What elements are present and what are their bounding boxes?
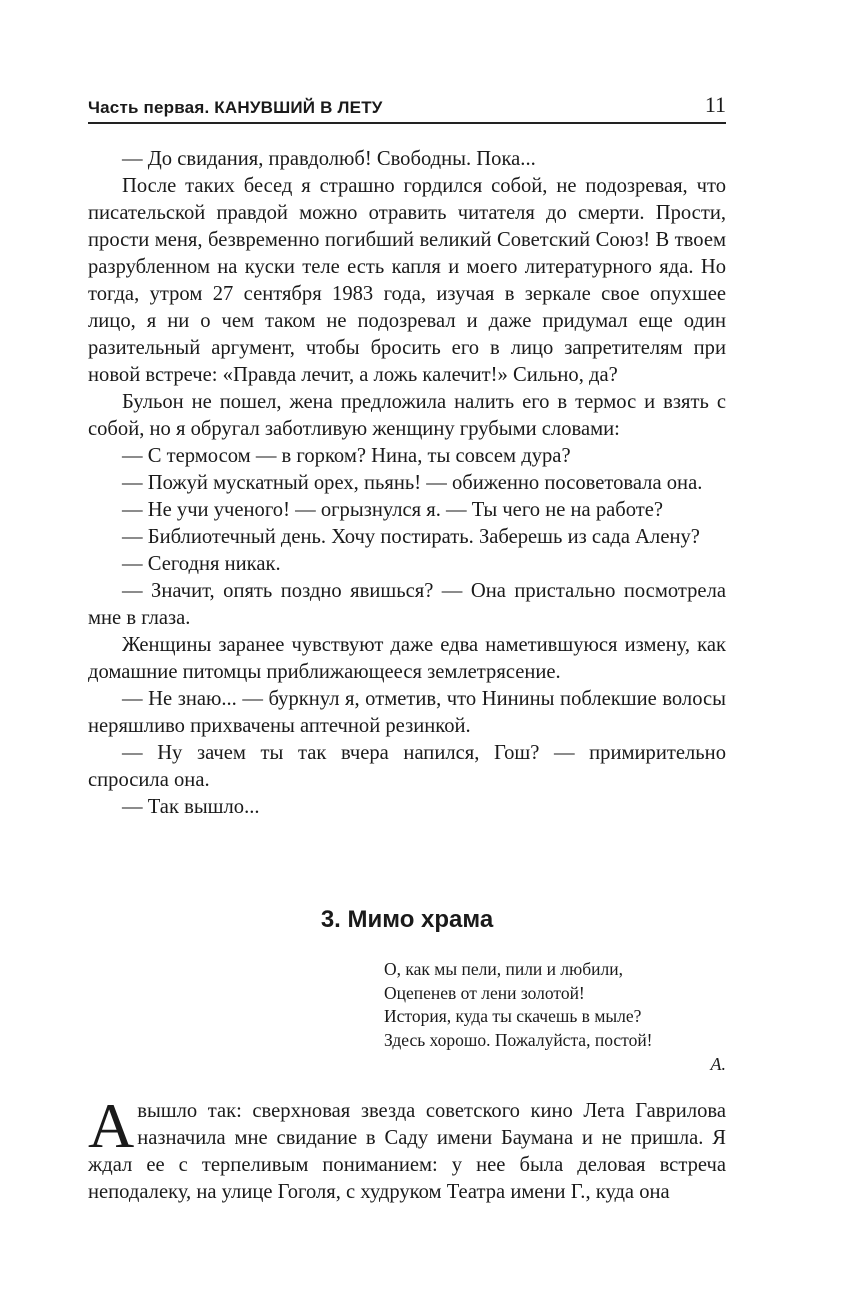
epigraph xyxy=(384,958,724,1052)
chapter-title: 3. Мимо храма xyxy=(320,906,494,933)
chapter-opening xyxy=(88,1090,726,1206)
paragraph: — Не учи ученого! — огрызнулся я. — Ты чего не на работе? xyxy=(122,499,664,521)
paragraph: — Библиотечный день. Хочу постирать. Заберешь из сада Алену? xyxy=(122,526,700,548)
paragraph: — Ну зачем ты так вчера напился, Гош? — примирительно спросила она. xyxy=(88,742,726,791)
paragraph: — Не знаю... — буркнул я, отметив, что Нинины поблекшие волосы неряшливо прихвачены аптечной резинкой. xyxy=(88,688,726,737)
running-header xyxy=(88,88,726,124)
running-title: Часть первая. КАНУВШИЙ В ЛЕТУ xyxy=(88,98,383,117)
opening-paragraph xyxy=(88,1090,726,1206)
body-text xyxy=(88,146,726,821)
epigraph-author: А. xyxy=(710,1054,726,1074)
paragraph: После таких бесед я страшно гордился собой, не подозревая, что писательской правдой можно отравить читателя до смерти. Прости, прости меня, безвременно погибший великий Советский Союз! В твоем разрубленном на куски теле есть капля и моего литературного яда. Но тогда, утром 27 сентября 1983 года, изучая в зеркале свое опухшее лицо, я ни о чем таком не подозревал и даже придумал еще один разительный аргумент, чтобы бросить его в лицо запретителям при новой встрече: «Правда лечит, а ложь калечит!» Сильно, да? xyxy=(88,175,726,386)
drop-cap: А xyxy=(88,1090,135,1161)
epigraph-line: О, как мы пели, пили и любили, xyxy=(384,959,623,979)
paragraph: Бульон не пошел, жена предложила налить его в термос и взять с собой, но я обругал заботливую женщину грубыми словами: xyxy=(88,391,726,440)
page-number: 11 xyxy=(704,92,726,117)
paragraph: Женщины заранее чувствуют даже едва наметившуюся измену, как домашние питомцы приближающееся землетрясение. xyxy=(88,634,726,683)
paragraph: — С термосом — в горком? Нина, ты совсем дура? xyxy=(122,445,571,467)
paragraph: — До свидания, правдолюб! Свободны. Пока... xyxy=(122,148,536,170)
paragraph: — Пожуй мускатный орех, пьянь! — обиженно посоветовала она. xyxy=(122,472,703,494)
epigraph-line: История, куда ты скачешь в мыле? xyxy=(384,1006,642,1026)
paragraph: — Сегодня никак. xyxy=(122,553,281,575)
epigraph-line: Здесь хорошо. Пожалуйста, постой! xyxy=(384,1029,653,1050)
opening-text: вышло так: сверхновая звезда советского кино Лета Гаврилова назначила мне свидание в Саду имени Баумана и не пришла. Я ждал ее с терпеливым пониманием: у нее была деловая встреча неподалеку, на улице Гоголя, с худруком Театра имени Г., куда она xyxy=(88,1100,726,1203)
paragraph: — Значит, опять поздно явишься? — Она пристально посмотрела мне в глаза. xyxy=(88,580,726,629)
epigraph-line: Оцепенев от лени золотой! xyxy=(384,982,585,1003)
paragraph: — Так вышло... xyxy=(122,796,260,818)
